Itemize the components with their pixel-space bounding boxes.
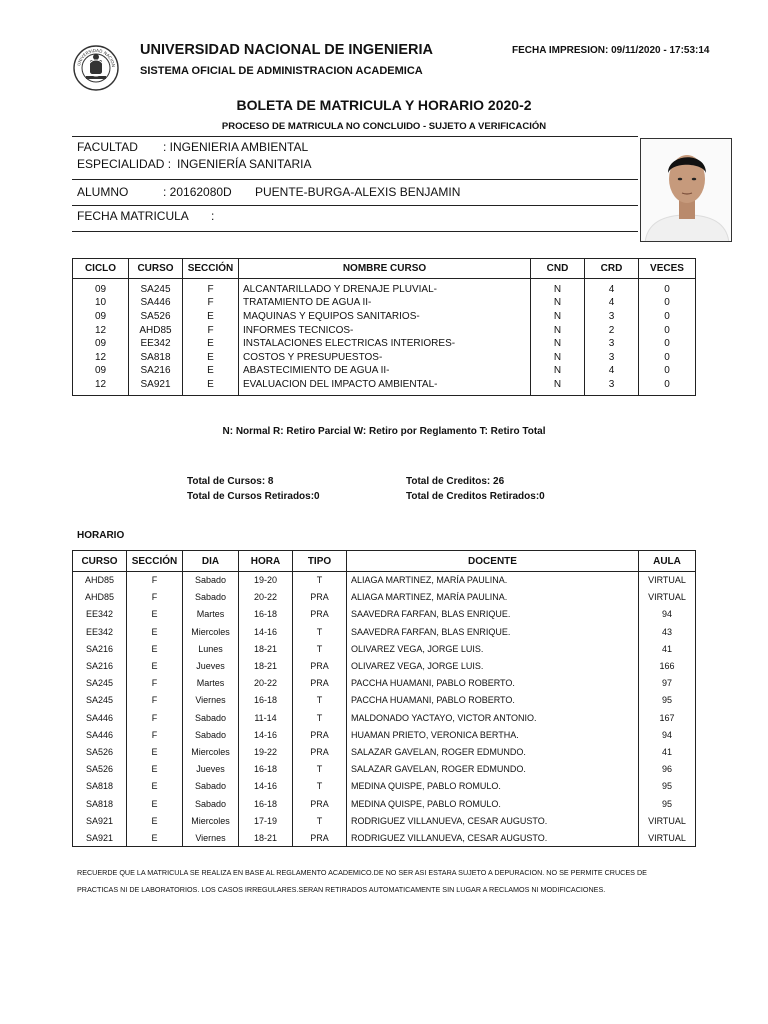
table-cell: T — [293, 761, 347, 778]
table-cell: SA921 — [73, 829, 127, 846]
table-cell: N — [531, 323, 585, 337]
table-row — [73, 692, 696, 709]
table-cell: E — [127, 778, 183, 795]
table-cell: SA526 — [73, 743, 127, 760]
table-cell: Martes — [183, 606, 239, 623]
table-cell: MEDINA QUISPE, PABLO ROMULO. — [347, 778, 639, 795]
table-cell: 2 — [585, 323, 639, 337]
table-cell: E — [127, 829, 183, 846]
table-cell: PRA — [293, 606, 347, 623]
total-creditos: Total de Creditos: 26 — [406, 476, 505, 487]
table-cell: AHD85 — [73, 572, 127, 589]
fecha-matricula-label: FECHA MATRICULA — [77, 209, 189, 223]
table-cell: Sabado — [183, 726, 239, 743]
facultad-label: FACULTAD — [77, 140, 138, 154]
table-cell: T — [293, 623, 347, 640]
table-cell: F — [183, 279, 239, 297]
table-cell: F — [127, 692, 183, 709]
table-cell: E — [183, 310, 239, 324]
table-cell: N — [531, 310, 585, 324]
table-cell: 3 — [585, 378, 639, 396]
table-cell: 4 — [585, 279, 639, 297]
table-cell: Viernes — [183, 829, 239, 846]
table-cell: RODRIGUEZ VILLANUEVA, CESAR AUGUSTO. — [347, 812, 639, 829]
table-cell: SAAVEDRA FARFAN, BLAS ENRIQUE. — [347, 623, 639, 640]
table-cell: E — [183, 364, 239, 378]
table-cell: 95 — [639, 778, 696, 795]
table-cell: PACCHA HUAMANI, PABLO ROBERTO. — [347, 675, 639, 692]
table-cell: AHD85 — [73, 589, 127, 606]
table-cell: N — [531, 296, 585, 310]
document-title: BOLETA DE MATRICULA Y HORARIO 2020-2 — [236, 97, 532, 113]
column-header: DIA — [183, 551, 239, 572]
table-row — [73, 378, 696, 396]
column-header: TIPO — [293, 551, 347, 572]
table-cell: F — [183, 296, 239, 310]
table-cell: PRA — [293, 589, 347, 606]
footer-note-line-1: RECUERDE QUE LA MATRICULA SE REALIZA EN BASE AL REGLAMENTO ACADEMICO.DE NO SER ASI ESTARA SUJETO A DEPURACION. NO SE PERMITE CRUCES DE — [77, 868, 647, 877]
table-cell: MEDINA QUISPE, PABLO ROMULO. — [347, 795, 639, 812]
table-row — [73, 279, 696, 297]
divider — [72, 205, 638, 206]
column-header: DOCENTE — [347, 551, 639, 572]
table-cell: 12 — [73, 378, 129, 396]
table-cell: 12 — [73, 350, 129, 364]
table-cell: F — [127, 589, 183, 606]
table-cell: OLIVAREZ VEGA, JORGE LUIS. — [347, 657, 639, 674]
table-cell: 167 — [639, 709, 696, 726]
table-row — [73, 709, 696, 726]
table-cell: 0 — [639, 279, 696, 297]
table-row — [73, 657, 696, 674]
table-row — [73, 829, 696, 846]
table-cell: 17-19 — [239, 812, 293, 829]
table-cell: F — [127, 572, 183, 589]
table-cell: VIRTUAL — [639, 572, 696, 589]
table-cell: T — [293, 812, 347, 829]
table-cell: E — [127, 812, 183, 829]
table-cell: 0 — [639, 364, 696, 378]
table-cell: 0 — [639, 378, 696, 396]
table-cell: EVALUACION DEL IMPACTO AMBIENTAL- — [239, 378, 531, 396]
table-cell: T — [293, 640, 347, 657]
table-row — [73, 589, 696, 606]
table-cell: SA216 — [73, 640, 127, 657]
table-cell: VIRTUAL — [639, 589, 696, 606]
table-cell: OLIVAREZ VEGA, JORGE LUIS. — [347, 640, 639, 657]
table-cell: 43 — [639, 623, 696, 640]
table-row — [73, 350, 696, 364]
table-cell: SA921 — [73, 812, 127, 829]
table-cell: MAQUINAS Y EQUIPOS SANITARIOS- — [239, 310, 531, 324]
table-cell: Sabado — [183, 572, 239, 589]
table-row — [73, 310, 696, 324]
table-cell: SA216 — [73, 657, 127, 674]
table-cell: INSTALACIONES ELECTRICAS INTERIORES- — [239, 337, 531, 351]
facultad-value: : INGENIERIA AMBIENTAL — [163, 140, 309, 154]
table-cell: N — [531, 378, 585, 396]
table-cell: EE342 — [73, 623, 127, 640]
table-cell: 96 — [639, 761, 696, 778]
table-cell: 16-18 — [239, 761, 293, 778]
table-cell: PRA — [293, 795, 347, 812]
table-cell: 0 — [639, 296, 696, 310]
divider — [72, 136, 638, 137]
table-row — [73, 364, 696, 378]
table-cell: Miercoles — [183, 623, 239, 640]
table-cell: Jueves — [183, 761, 239, 778]
table-row — [73, 812, 696, 829]
table-row — [73, 323, 696, 337]
table-cell: 0 — [639, 323, 696, 337]
table-cell: SA526 — [129, 310, 183, 324]
table-cell: 97 — [639, 675, 696, 692]
document-subtitle: PROCESO DE MATRICULA NO CONCLUIDO - SUJETO A VERIFICACIÓN — [221, 121, 547, 132]
table-row — [73, 761, 696, 778]
alumno-code: : 20162080D — [163, 185, 232, 199]
table-cell: PRA — [293, 657, 347, 674]
table-cell: 16-18 — [239, 795, 293, 812]
table-cell: T — [293, 572, 347, 589]
logo-text: UNIVERSIDAD NACION — [76, 47, 117, 68]
especialidad-value: INGENIERÍA SANITARIA — [177, 157, 312, 171]
divider — [72, 179, 638, 180]
table-cell: 0 — [639, 350, 696, 364]
table-cell: 12 — [73, 323, 129, 337]
column-header: CRD — [585, 259, 639, 279]
column-header: VECES — [639, 259, 696, 279]
table-header-row — [73, 551, 696, 572]
table-cell: 20-22 — [239, 675, 293, 692]
table-cell: 0 — [639, 337, 696, 351]
table-cell: SA446 — [129, 296, 183, 310]
table-cell: 14-16 — [239, 623, 293, 640]
table-cell: 10 — [73, 296, 129, 310]
table-cell: SA446 — [73, 726, 127, 743]
university-name: UNIVERSIDAD NACIONAL DE INGENIERIA — [140, 42, 433, 58]
table-cell: AHD85 — [129, 323, 183, 337]
table-cell: E — [127, 606, 183, 623]
table-cell: 18-21 — [239, 657, 293, 674]
total-creditos-retirados: Total de Creditos Retirados:0 — [406, 491, 545, 502]
table-cell: COSTOS Y PRESUPUESTOS- — [239, 350, 531, 364]
table-cell: MALDONADO YACTAYO, VICTOR ANTONIO. — [347, 709, 639, 726]
table-cell: 95 — [639, 795, 696, 812]
table-cell: 09 — [73, 337, 129, 351]
total-cursos-retirados: Total de Cursos Retirados:0 — [187, 491, 320, 502]
table-cell: 0 — [639, 310, 696, 324]
table-row — [73, 778, 696, 795]
table-cell: Martes — [183, 675, 239, 692]
table-cell: 4 — [585, 296, 639, 310]
table-cell: Jueves — [183, 657, 239, 674]
table-cell: 16-18 — [239, 606, 293, 623]
table-cell: PRA — [293, 743, 347, 760]
table-cell: E — [127, 657, 183, 674]
table-cell: SA245 — [73, 692, 127, 709]
column-header: CURSO — [129, 259, 183, 279]
divider — [72, 231, 638, 232]
table-cell: RODRIGUEZ VILLANUEVA, CESAR AUGUSTO. — [347, 829, 639, 846]
table-cell: E — [127, 640, 183, 657]
table-cell: F — [127, 726, 183, 743]
table-cell: 11-14 — [239, 709, 293, 726]
especialidad-label: ESPECIALIDAD : — [77, 157, 172, 171]
table-row — [73, 337, 696, 351]
column-header: SECCIÓN — [183, 259, 239, 279]
table-cell: 3 — [585, 310, 639, 324]
table-cell: 16-18 — [239, 692, 293, 709]
table-cell: N — [531, 364, 585, 378]
column-header: NOMBRE CURSO — [239, 259, 531, 279]
table-cell: SAAVEDRA FARFAN, BLAS ENRIQUE. — [347, 606, 639, 623]
fecha-matricula-value: : — [211, 209, 215, 223]
table-cell: 19-20 — [239, 572, 293, 589]
table-cell: ALCANTARILLADO Y DRENAJE PLUVIAL- — [239, 279, 531, 297]
column-header: CURSO — [73, 551, 127, 572]
table-cell: 41 — [639, 640, 696, 657]
table-cell: VIRTUAL — [639, 829, 696, 846]
table-cell: VIRTUAL — [639, 812, 696, 829]
table-cell: 18-21 — [239, 829, 293, 846]
total-cursos: Total de Cursos: 8 — [187, 476, 274, 487]
table-cell: 166 — [639, 657, 696, 674]
table-cell: 14-16 — [239, 778, 293, 795]
table-cell: 94 — [639, 726, 696, 743]
table-cell: SA216 — [129, 364, 183, 378]
table-cell: 41 — [639, 743, 696, 760]
table-cell: Viernes — [183, 692, 239, 709]
table-cell: Sabado — [183, 795, 239, 812]
column-header: SECCIÓN — [127, 551, 183, 572]
table-cell: E — [183, 337, 239, 351]
system-name: SISTEMA OFICIAL DE ADMINISTRACION ACADEMICA — [140, 65, 423, 77]
table-cell: ABASTECIMIENTO DE AGUA II- — [239, 364, 531, 378]
table-cell: SALAZAR GAVELAN, ROGER EDMUNDO. — [347, 761, 639, 778]
table-row — [73, 675, 696, 692]
table-row — [73, 572, 696, 589]
table-row — [73, 726, 696, 743]
horario-label: HORARIO — [77, 530, 125, 541]
table-cell: 3 — [585, 350, 639, 364]
table-cell: T — [293, 778, 347, 795]
table-cell: PRA — [293, 829, 347, 846]
table-cell: 09 — [73, 279, 129, 297]
table-cell: SA818 — [73, 778, 127, 795]
status-legend: N: Normal R: Retiro Parcial W: Retiro por Reglamento T: Retiro Total — [222, 426, 546, 437]
table-cell: Sabado — [183, 589, 239, 606]
table-cell: 09 — [73, 310, 129, 324]
alumno-name: PUENTE-BURGA-ALEXIS BENJAMIN — [255, 185, 461, 199]
table-cell: INFORMES TECNICOS- — [239, 323, 531, 337]
table-cell: SA818 — [129, 350, 183, 364]
table-cell: SA921 — [129, 378, 183, 396]
table-cell: T — [293, 692, 347, 709]
table-cell: 14-16 — [239, 726, 293, 743]
table-cell: E — [183, 378, 239, 396]
table-cell: ALIAGA MARTINEZ, MARÍA PAULINA. — [347, 589, 639, 606]
table-row — [73, 606, 696, 623]
table-cell: E — [127, 761, 183, 778]
table-cell: SA245 — [129, 279, 183, 297]
table-cell: E — [127, 743, 183, 760]
table-cell: Sabado — [183, 709, 239, 726]
table-cell: SALAZAR GAVELAN, ROGER EDMUNDO. — [347, 743, 639, 760]
schedule-table — [72, 550, 696, 847]
table-cell: PACCHA HUAMANI, PABLO ROBERTO. — [347, 692, 639, 709]
table-cell: ALIAGA MARTINEZ, MARÍA PAULINA. — [347, 572, 639, 589]
column-header: CND — [531, 259, 585, 279]
table-cell: E — [127, 623, 183, 640]
table-cell: 94 — [639, 606, 696, 623]
table-cell: E — [183, 350, 239, 364]
table-cell: SA446 — [73, 709, 127, 726]
table-cell: F — [127, 675, 183, 692]
table-cell: Miercoles — [183, 743, 239, 760]
table-cell: N — [531, 279, 585, 297]
table-cell: PRA — [293, 675, 347, 692]
table-cell: 3 — [585, 337, 639, 351]
table-cell: 09 — [73, 364, 129, 378]
table-cell: E — [127, 795, 183, 812]
table-cell: 20-22 — [239, 589, 293, 606]
column-header: CICLO — [73, 259, 129, 279]
alumno-label: ALUMNO — [77, 185, 129, 199]
table-cell: 4 — [585, 364, 639, 378]
table-cell: PRA — [293, 726, 347, 743]
table-cell: Sabado — [183, 778, 239, 795]
table-row — [73, 296, 696, 310]
table-row — [73, 640, 696, 657]
table-cell: TRATAMIENTO DE AGUA II- — [239, 296, 531, 310]
table-cell: 95 — [639, 692, 696, 709]
table-row — [73, 623, 696, 640]
print-date: FECHA IMPRESION: 09/11/2020 - 17:53:14 — [512, 45, 710, 56]
table-cell: EE342 — [129, 337, 183, 351]
table-row — [73, 795, 696, 812]
table-cell: HUAMAN PRIETO, VERONICA BERTHA. — [347, 726, 639, 743]
column-header: AULA — [639, 551, 696, 572]
table-cell: EE342 — [73, 606, 127, 623]
column-header: HORA — [239, 551, 293, 572]
university-logo — [72, 38, 120, 100]
table-cell: N — [531, 350, 585, 364]
table-cell: SA526 — [73, 761, 127, 778]
table-header-row — [73, 259, 696, 279]
table-cell: T — [293, 709, 347, 726]
table-cell: SA245 — [73, 675, 127, 692]
footer-note-line-2: PRACTICAS NI DE LABORATORIOS. LOS CASOS IRREGULARES.SERAN RETIRADOS AUTOMATICAMENTE SIN LUGAR A RECLAMOS NI MODIFICACIONES. — [77, 885, 606, 894]
courses-table — [72, 258, 696, 396]
table-cell: SA818 — [73, 795, 127, 812]
table-cell: 19-22 — [239, 743, 293, 760]
table-cell: Lunes — [183, 640, 239, 657]
table-cell: Miercoles — [183, 812, 239, 829]
table-cell: 18-21 — [239, 640, 293, 657]
student-photo — [640, 138, 732, 242]
table-row — [73, 743, 696, 760]
table-cell: F — [183, 323, 239, 337]
table-cell: N — [531, 337, 585, 351]
table-cell: F — [127, 709, 183, 726]
